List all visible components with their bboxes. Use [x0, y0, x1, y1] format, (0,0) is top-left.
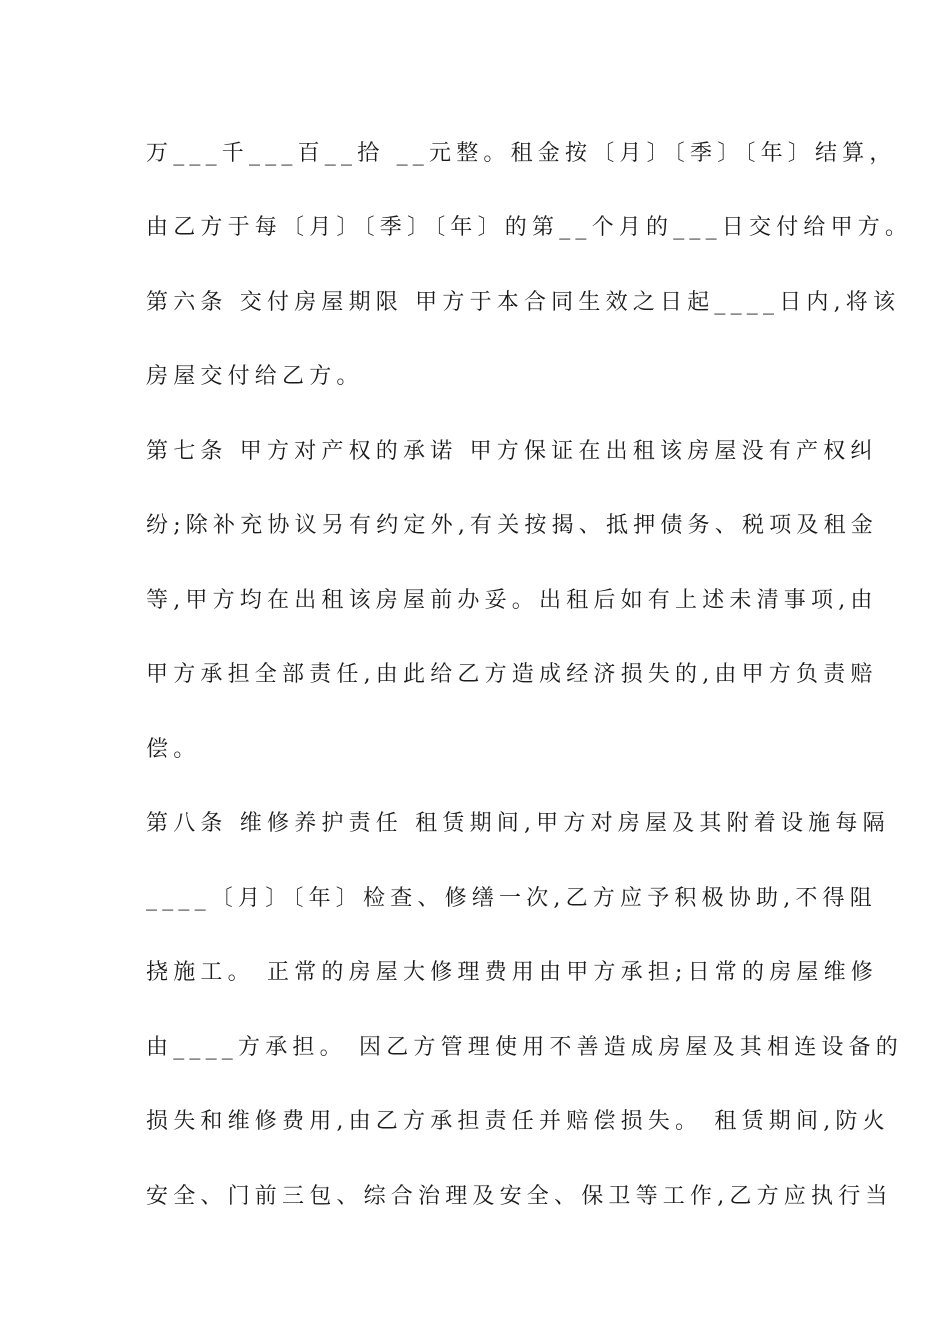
text-line: ____〔月〕〔年〕检查、修缮一次,乙方应予积极协助,不得阻 — [146, 886, 877, 911]
text-line: 由____方承担。 因乙方管理使用不善造成房屋及其相连设备的 — [146, 1035, 903, 1060]
text-line: 甲方承担全部责任,由此给乙方造成经济损失的,由甲方负责赔 — [146, 662, 878, 687]
text-line: 纷;除补充协议另有约定外,有关按揭、抵押债务、税项及租金 — [146, 513, 879, 538]
text-line: 偿。 — [146, 737, 201, 762]
text-line: 第六条 交付房屋期限 甲方于本合同生效之日起____日内,将该 — [146, 290, 901, 315]
text-line: 房屋交付给乙方。 — [146, 364, 364, 389]
text-line: 第八条 维修养护责任 租赁期间,甲方对房屋及其附着设施每隔 — [146, 811, 890, 836]
text-line: 等,甲方均在出租该房屋前办妥。出租后如有上述未清事项,由 — [146, 588, 878, 613]
text-line: 挠施工。 正常的房屋大修理费用由甲方承担;日常的房屋维修 — [146, 960, 879, 985]
text-line: 万___千___百__拾 __元整。租金按〔月〕〔季〕〔年〕结算， — [146, 141, 897, 166]
text-line: 第七条 甲方对产权的承诺 甲方保证在出租该房屋没有产权纠 — [146, 439, 878, 464]
text-line: 安全、门前三包、综合治理及安全、保卫等工作,乙方应执行当 — [146, 1184, 893, 1209]
text-line: 损失和维修费用,由乙方承担责任并赔偿损失。 租赁期间,防火 — [146, 1109, 890, 1134]
text-line: 由乙方于每〔月〕〔季〕〔年〕的第__个月的___日交付给甲方。 — [146, 215, 913, 240]
